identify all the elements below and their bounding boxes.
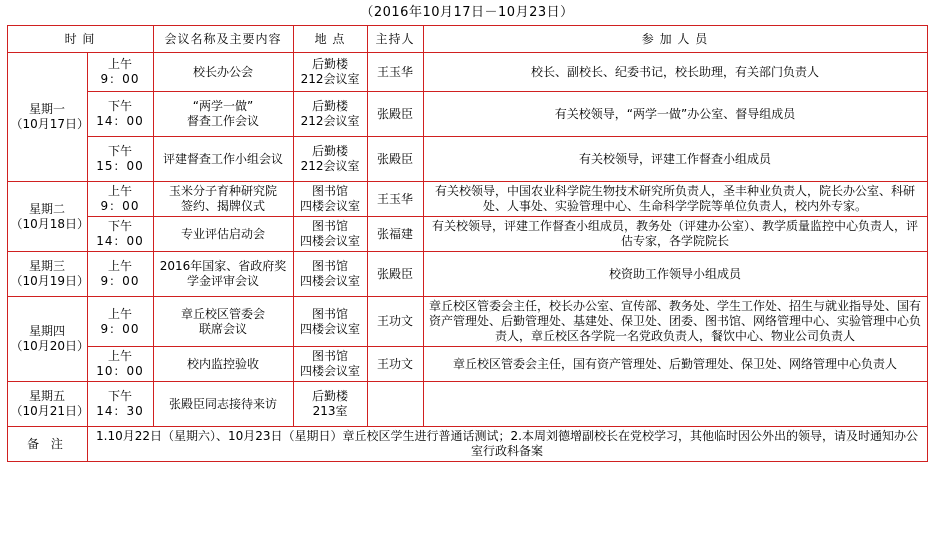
meeting-attendees: 有关校领导，评建工作督查小组成员	[423, 137, 927, 182]
time-ampm: 上午	[108, 184, 133, 198]
meeting-attendees: 校资助工作领导小组成员	[423, 252, 927, 297]
place-line-2: 212会议室	[300, 72, 360, 86]
time-value: 9：00	[100, 321, 140, 336]
meeting-host: 王功文	[367, 297, 423, 347]
day-label: 星期二	[28, 201, 65, 216]
meeting-name	[153, 297, 293, 347]
meeting-attendees	[423, 382, 927, 427]
day-date: （10月19日）	[10, 274, 90, 288]
meeting-host: 张福建	[367, 217, 423, 252]
place-line-2: 四楼会议室	[300, 364, 361, 378]
meeting-place	[293, 347, 367, 382]
meeting-name	[153, 182, 293, 217]
meeting-name: 张殿臣同志接待来访	[153, 382, 293, 427]
meeting-host: 王玉华	[367, 53, 423, 92]
time-cell	[87, 182, 153, 217]
table-row	[7, 347, 927, 382]
place-line-1: 后勤楼	[312, 144, 349, 158]
meeting-name-line-1: “两学一做”	[192, 99, 254, 113]
place-line-1: 后勤楼	[312, 389, 349, 403]
time-cell	[87, 382, 153, 427]
time-cell	[87, 252, 153, 297]
day-label: 星期三	[28, 259, 65, 273]
meeting-host: 王功文	[367, 347, 423, 382]
time-value: 15：00	[96, 159, 144, 173]
column-header-place: 地 点	[293, 26, 367, 53]
table-row	[7, 382, 927, 427]
meeting-place	[293, 297, 367, 347]
note-text: 1.10月22日（星期六）、10月23日（星期日）章丘校区学生进行普通话测试；2.本周刘德增副校长在党校学习，其他临时因公外出的领导，请及时通知办公室行政科备案	[87, 427, 927, 462]
place-line-2: 四楼会议室	[300, 199, 361, 213]
time-value: 9：00	[100, 199, 140, 213]
time-cell	[87, 217, 153, 252]
meeting-place	[293, 137, 367, 182]
meeting-attendees: 章丘校区管委会主任，国有资产管理处、后勤管理处、保卫处、网络管理中心负责人	[423, 347, 927, 382]
place-line-1: 图书馆	[312, 219, 349, 233]
meeting-attendees: 有关校领导，中国农业科学院生物技术研究所负责人，圣丰种业负责人，院长办公室、科研处、人事处、实验管理中心、生命科学学院等单位负责人，校内外专家。	[423, 182, 927, 217]
time-cell	[87, 297, 153, 347]
time-cell	[87, 137, 153, 182]
meeting-name-line-2: 学金评审会议	[187, 274, 260, 288]
day-cell-friday	[7, 382, 90, 427]
meeting-attendees: 章丘校区管委会主任，校长办公室、宣传部、教务处、学生工作处、招生与就业指导处、国有资产管理处、后勤管理处、基建处、保卫处、团委、图书馆、网络管理中心、实验管理中心负责人，章丘校区各学院一名党政负责人，餐饮中心、物业公司负责人	[423, 297, 927, 347]
day-label: 星期四	[28, 324, 65, 338]
time-ampm: 下午	[108, 144, 133, 158]
day-cell-monday	[7, 53, 90, 182]
place-line-2: 四楼会议室	[300, 274, 361, 288]
time-value: 14：00	[96, 234, 144, 248]
time-value: 9：00	[100, 72, 140, 86]
note-row	[7, 427, 927, 462]
time-cell	[87, 92, 153, 137]
column-header-host: 主持人	[367, 26, 423, 53]
meeting-host: 张殿臣	[367, 92, 423, 137]
time-ampm: 下午	[108, 99, 133, 113]
meeting-host: 张殿臣	[367, 137, 423, 182]
meeting-host: 张殿臣	[367, 252, 423, 297]
meeting-name-line-1: 玉米分子育种研究院	[169, 184, 278, 198]
table-row	[7, 137, 927, 182]
meeting-name-line-1: 2016年国家、省政府奖	[159, 259, 287, 273]
table-row	[7, 182, 927, 217]
time-value: 10：00	[96, 364, 144, 378]
place-line-2: 四楼会议室	[300, 321, 361, 336]
place-line-2: 212会议室	[300, 114, 360, 128]
meeting-place	[293, 217, 367, 252]
meeting-name: 评建督查工作小组会议	[153, 137, 293, 182]
meeting-name: 专业评估启动会	[153, 217, 293, 252]
time-value: 9：00	[100, 274, 140, 288]
time-ampm: 上午	[108, 259, 133, 273]
time-ampm: 上午	[108, 306, 133, 321]
table-row	[7, 297, 927, 347]
place-line-1: 后勤楼	[312, 99, 349, 113]
day-label: 星期一	[28, 102, 65, 116]
day-cell-wednesday	[7, 252, 90, 297]
table-row	[7, 92, 927, 137]
meeting-attendees: 有关校领导，“两学一做”办公室、督导组成员	[423, 92, 927, 137]
note-label: 备 注	[7, 427, 87, 462]
meeting-place	[293, 382, 367, 427]
column-header-time: 时 间	[7, 26, 153, 53]
meeting-place	[293, 252, 367, 297]
place-line-1: 图书馆	[312, 184, 349, 198]
day-cell-thursday	[7, 297, 90, 382]
table-header-row	[7, 26, 927, 53]
place-line-2: 212会议室	[300, 159, 360, 173]
time-cell	[87, 53, 153, 92]
day-date: （10月17日）	[10, 117, 90, 131]
day-cell-tuesday	[7, 182, 90, 252]
day-date: （10月21日）	[10, 404, 90, 418]
meeting-name-line-2: 联席会议	[199, 321, 248, 336]
meeting-name: 校内监控验收	[153, 347, 293, 382]
meeting-attendees: 校长、副校长、纪委书记，校长助理，有关部门负责人	[423, 53, 927, 92]
meeting-name: 校长办公会	[153, 53, 293, 92]
time-ampm: 下午	[108, 389, 133, 403]
time-ampm: 上午	[108, 57, 133, 71]
time-ampm: 下午	[108, 219, 133, 233]
place-line-2: 213室	[312, 404, 348, 418]
time-value: 14：30	[96, 404, 144, 418]
meeting-name	[153, 92, 293, 137]
meeting-attendees: 有关校领导，评建工作督查小组成员，教务处（评建办公室）、教学质量监控中心负责人，评估专家，各学院院长	[423, 217, 927, 252]
table-row	[7, 217, 927, 252]
meeting-place	[293, 182, 367, 217]
time-cell	[87, 347, 153, 382]
place-line-1: 图书馆	[312, 349, 349, 363]
place-line-1: 图书馆	[312, 259, 349, 273]
date-range-title: （2016年10月17日－10月23日）	[360, 5, 574, 20]
weekly-meeting-schedule-table	[7, 25, 928, 462]
day-date: （10月20日）	[10, 339, 90, 353]
meeting-name	[153, 252, 293, 297]
meeting-name-line-2: 签约、揭牌仪式	[181, 199, 266, 213]
meeting-place	[293, 92, 367, 137]
place-line-1: 图书馆	[312, 306, 349, 321]
meeting-name-line-1: 章丘校区管委会	[181, 306, 266, 321]
column-header-attendees: 参 加 人 员	[423, 26, 927, 53]
meeting-place	[293, 53, 367, 92]
column-header-name: 会议名称及主要内容	[153, 26, 293, 53]
day-label: 星期五	[28, 389, 65, 403]
table-row	[7, 252, 927, 297]
meeting-name-line-2: 督查工作会议	[187, 114, 260, 128]
meeting-host: 王玉华	[367, 182, 423, 217]
place-line-1: 后勤楼	[312, 57, 349, 71]
time-value: 14：00	[96, 114, 144, 128]
time-ampm: 上午	[108, 349, 133, 363]
meeting-host	[367, 382, 423, 427]
day-date: （10月18日）	[10, 216, 90, 231]
place-line-2: 四楼会议室	[300, 234, 361, 248]
table-row	[7, 53, 927, 92]
